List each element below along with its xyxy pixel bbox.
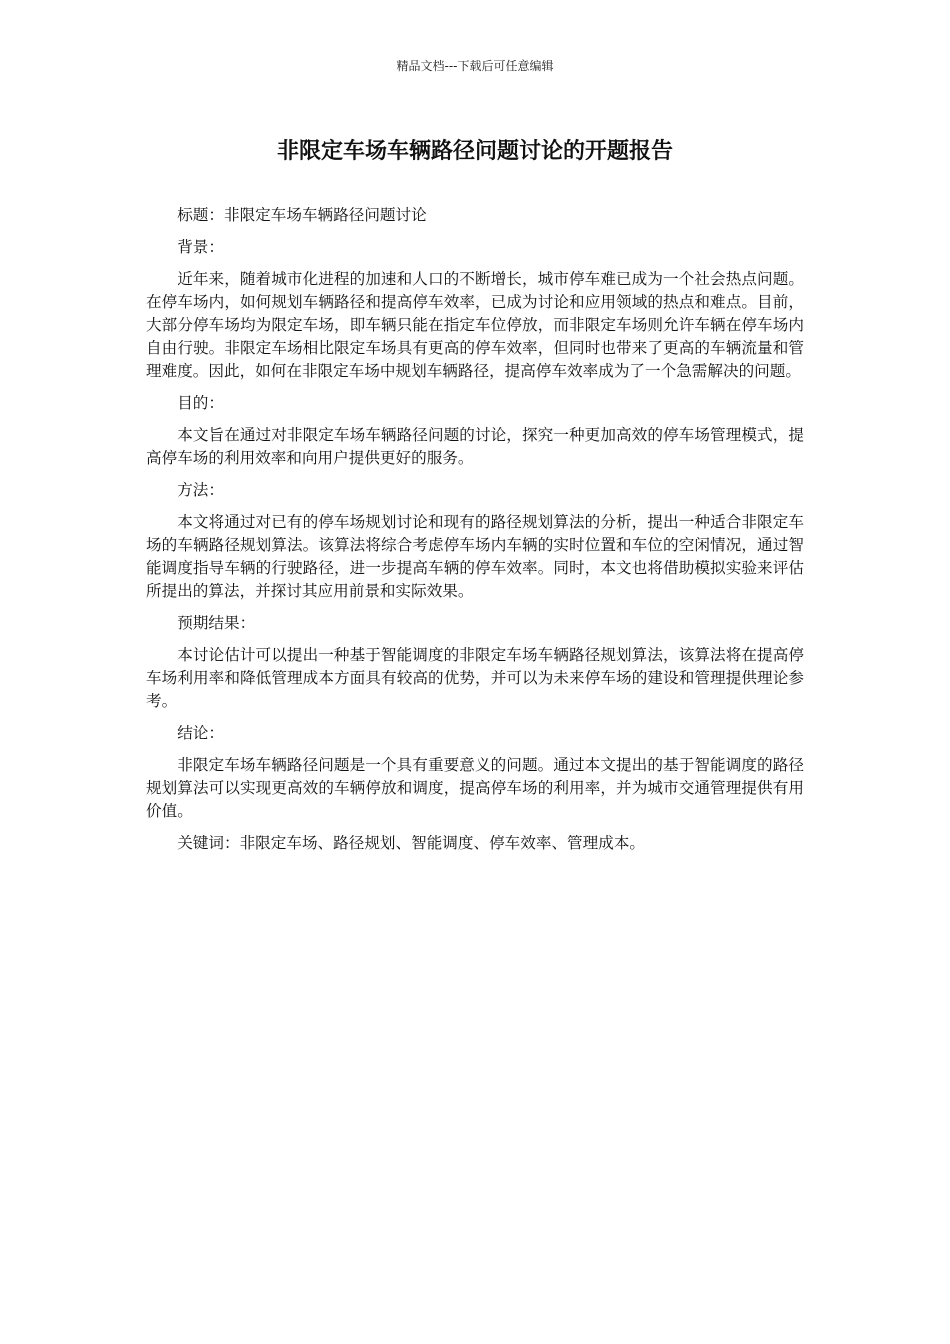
section-body-background: 近年来，随着城市化进程的加速和人口的不断增长，城市停车难已成为一个社会热点问题。在停车场内，如何规划车辆路径和提高停车效率，已成为讨论和应用领域的热点和难点。目前，大部分停车场均为限定车场，即车辆只能在指定车位停放，而非限定车场则允许车辆在停车场内自由行驶。非限定车场相比限定车场具有更高的停车效率，但同时也带来了更高的车辆流量和管理难度。因此，如何在非限定车场中规划车辆路径，提高停车效率成为了一个急需解决的问题。	[146, 270, 804, 380]
section-heading-conclusion: 结论：	[177, 724, 224, 742]
header-note: 精品文档---下载后可任意编辑	[396, 59, 554, 73]
section-body-expected-results: 本讨论估计可以提出一种基于智能调度的非限定车场车辆路径规划算法，该算法将在提高停车场利用率和降低管理成本方面具有较高的优势，并可以为未来停车场的建设和管理提供理论参考。	[146, 646, 804, 710]
keywords-line: 关键词：非限定车场、路径规划、智能调度、停车效率、管理成本。	[177, 834, 646, 852]
section-heading-background: 背景：	[177, 238, 224, 256]
section-heading-method: 方法：	[177, 481, 224, 499]
section-body-conclusion: 非限定车场车辆路径问题是一个具有重要意义的问题。通过本文提出的基于智能调度的路径规划算法可以实现更高效的车辆停放和调度，提高停车场的利用率，并为城市交通管理提供有用价值。	[146, 756, 804, 820]
document-body	[146, 204, 804, 864]
section-body-purpose: 本文旨在通过对非限定车场车辆路径问题的讨论，探究一种更加高效的停车场管理模式，提高停车场的利用效率和向用户提供更好的服务。	[146, 426, 804, 467]
section-heading-expected-results: 预期结果：	[177, 614, 256, 632]
section-body-method: 本文将通过对已有的停车场规划讨论和现有的路径规划算法的分析，提出一种适合非限定车场的车辆路径规划算法。该算法将综合考虑停车场内车辆的实时位置和车位的空闲情况，通过智能调度指导车辆的行驶路径，进一步提高车辆的停车效率。同时，本文也将借助模拟实验来评估所提出的算法，并探讨其应用前景和实际效果。	[146, 513, 804, 600]
subject-line: 标题：非限定车场车辆路径问题讨论	[177, 206, 427, 224]
section-heading-purpose: 目的：	[177, 394, 224, 412]
document-title: 非限定车场车辆路径问题讨论的开题报告	[276, 139, 673, 164]
